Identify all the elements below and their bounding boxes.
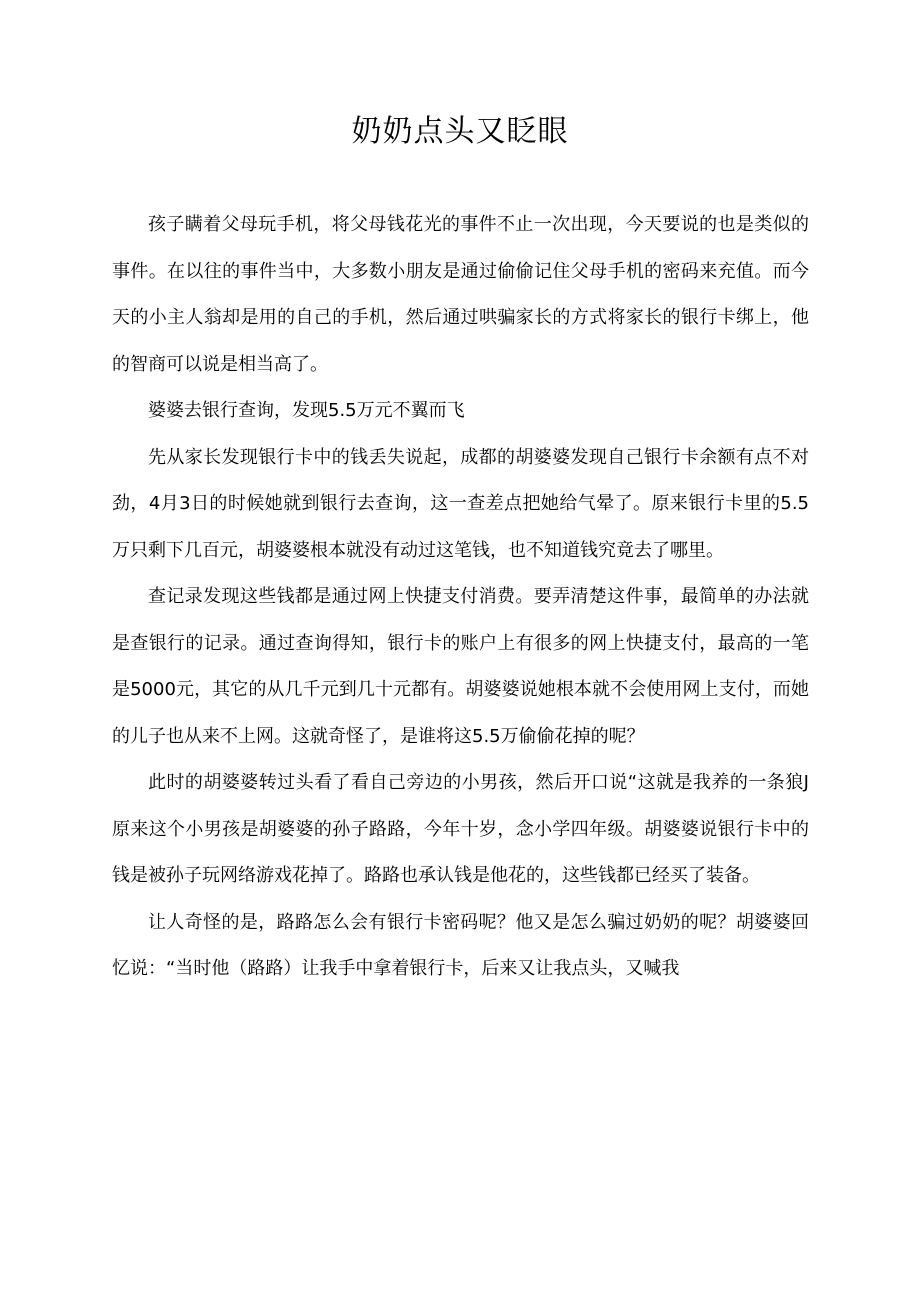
paragraph-5: 此时的胡婆婆转过头看了看自己旁边的小男孩，然后开口说“这就是我养的一条狼J原来这个小男孩是胡婆婆的孙子路路，今年十岁，念小学四年级。胡婆婆说银行卡中的钱是被孙子玩网络游戏花掉了。路路也承认钱是他花的，这些钱都已经买了装备。	[112, 772, 809, 886]
paragraph-2-subheading: 婆婆去银行查询，发现5.5万元不翼而飞	[148, 400, 465, 421]
article-body	[112, 202, 809, 993]
paragraph-1: 孩子瞒着父母玩手机，将父母钱花光的事件不止一次出现，今天要说的也是类似的事件。在以往的事件当中，大多数小朋友是通过偷偷记住父母手机的密码来充值。而今天的小主人翁却是用的自己的手机，然后通过哄骗家长的方式将家长的银行卡绑上，他的智商可以说是相当高了。	[112, 214, 809, 375]
page-title: 奶奶点头又眨眼	[351, 114, 569, 149]
paragraph-6: 让人奇怪的是，路路怎么会有银行卡密码呢？他又是怎么骗过奶奶的呢？胡婆婆回忆说：“当时他（路路）让我手中拿着银行卡，后来又让我点头，又喊我	[112, 911, 809, 979]
paragraph-3: 先从家长发现银行卡中的钱丢失说起，成都的胡婆婆发现自己银行卡余额有点不对劲，4月3日的时候她就到银行去查询，这一查差点把她给气晕了。原来银行卡里的5.5万只剩下几百元，胡婆婆根本就没有动过这笔钱，也不知道钱究竟去了哪里。	[112, 446, 809, 561]
paragraph-4: 查记录发现这些钱都是通过网上快捷支付消费。要弄清楚这件事，最简单的办法就是查银行的记录。通过查询得知，银行卡的账户上有很多的网上快捷支付，最高的一笔是5000元，其它的从几千元到几十元都有。胡婆婆说她根本就不会使用网上支付，而她的儿子也从来不上网。这就奇怪了，是谁将这5.5万偷偷花掉的呢？	[112, 586, 809, 747]
